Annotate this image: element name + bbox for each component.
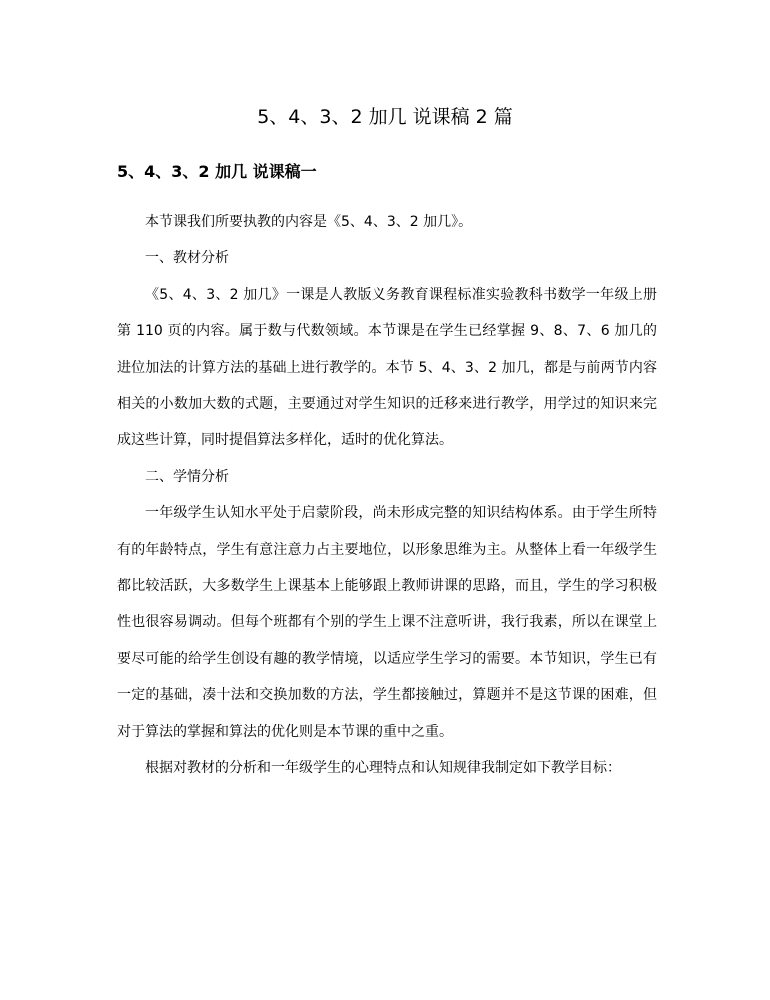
paragraph-intro: 本节课我们所要执教的内容是《5、4、3、2 加几》。 (145, 214, 473, 230)
document-body (117, 204, 657, 787)
section-heading: 5、4、3、2 加几 说课稿一 (117, 162, 317, 181)
paragraph-teaching-goals: 根据对教材的分析和一年级学生的心理特点和认知规律我制定如下教学目标： (145, 760, 621, 777)
subheading-textbook-analysis: 一、教材分析 (145, 250, 229, 267)
paragraph-student-analysis: 一年级学生认知水平处于启蒙阶段，尚未形成完整的知识结构体系。由于学生所特有的年龄特点，学生有意注意力占主要地位，以形象思维为主。从整体上看一年级学生都比较活跃，大多数学生上课基本上能够跟上教师讲课的思路，而且，学生的学习积极性也很容易调动。但每个班都有个别的学生上课不注意听讲，我行我素，所以在课堂上要尽可能的给学生创设有趣的教学情境，以适应学生学习的需要。本节知识，学生已有一定的基础，凑十法和交换加数的方法，学生都接触过，算题并不是这节课的困难，但对于算法的掌握和算法的优化则是本节课的重中之重。 (117, 505, 657, 740)
subheading-student-analysis: 二、学情分析 (145, 468, 229, 485)
document-title: 5、4、3、2 加几 说课稿 2 篇 (257, 106, 513, 128)
paragraph-textbook-analysis: 《5、4、3、2 加几》一课是人教版义务教育课程标准实验教科书数学一年级上册第 110 页的内容。属于数与代数领域。本节课是在学生已经掌握 9、8、7、6 加几的进位加法的计算方法的基础上进行教学的。本节 5、4、3、2 加几，都是与前两节内容相关的小数加大数的式题，主要通过对学生知识的迁移来进行教学，用学过的知识来完成这些计算，同时提倡算法多样化，适时的优化算法。 (117, 286, 657, 449)
